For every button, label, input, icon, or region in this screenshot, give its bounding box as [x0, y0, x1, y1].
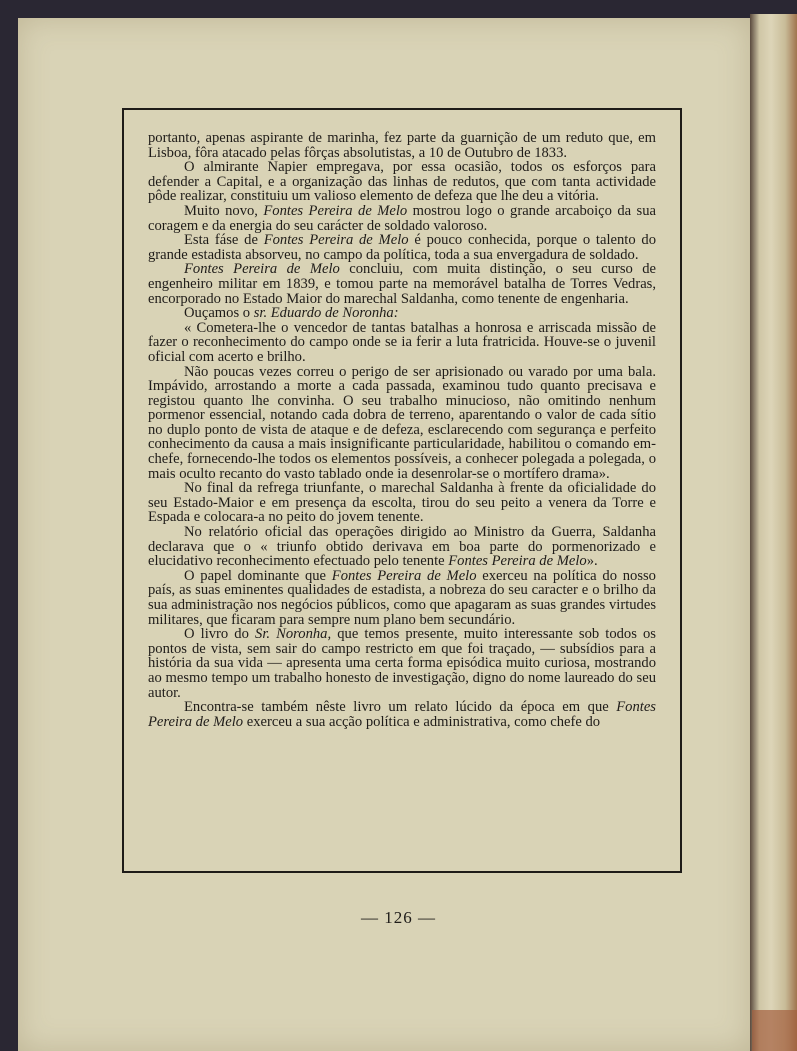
- paragraph: [148, 321, 656, 365]
- paragraph: [148, 131, 656, 160]
- text-run: mostrou logo o grande arcaboiço da sua coragem e da energia do seu carácter de soldado valoroso.: [148, 202, 656, 234]
- italic-text: sr. Eduardo de Noronha:: [253, 305, 399, 322]
- text-run: O papel dominante que: [184, 567, 332, 584]
- text-run: portanto, apenas aspirante de marinha, fez parte da guarnição de um reduto que, em Lisboa, fôra atacado pelas fôrças absolutistas, a 10 de Outubro de 1833.: [148, 130, 656, 161]
- paragraph: [148, 262, 656, 306]
- text-run: O almirante Napier empregava, por essa ocasião, todos os esforços para defender a Capital, e a organização das linhas de redutos, que com tanta actividade pôde realizar, constituiu um valioso elemento de defeza que lhe deu a vitória.: [148, 159, 656, 205]
- text-run: Esta fáse de: [184, 232, 264, 249]
- text-run: No final da refrega triunfante, o marechal Saldanha à frente da oficialidade do seu Estado-Maior e em presença da escolta, tirou do seu peito a venera da Torre e Espada e colocara-a no peito do jovem tenente.: [148, 480, 656, 526]
- paragraph: [148, 569, 656, 627]
- italic-text: Fontes Pereira de Melo: [331, 567, 477, 584]
- text-run: é pouco conhecida, porque o talento do grande estadista absorveu, no campo da política, toda a sua envergadura de soldado.: [148, 232, 657, 263]
- paragraph: [148, 525, 656, 569]
- book-spine: [750, 14, 797, 1051]
- text-run: que temos presente, muito interessante sob todos os pontos de vista, sem sair do campo restricto em que foi traçado, — subsídios para a história da sua vida — apresenta uma certa forma episódica muito curiosa, mostrando ao mesmo tempo um trabalho honesto de investigação, digno do nome laureado do seu autor.: [148, 626, 656, 701]
- italic-text: Fontes Pereira de Melo: [184, 261, 340, 278]
- body-text: [148, 131, 656, 729]
- italic-text: Fontes Pereira de Melo: [448, 553, 587, 570]
- paragraph: [148, 160, 656, 204]
- text-run: Não poucas vezes correu o perigo de ser aprisionado ou varado por uma bala. Impávido, arrostando a morte a cada passada, examinou tudo quanto precisava e registou quanto lhe convinha. O seu trabalho minucioso, não omitindo nenhum pormenor essencial, notando cada dobra de terreno, aparentando o valor de cada sítio no duplo ponto de vista de ataque e de defeza, esclarecendo com segurança e perfeito conhecimento da causa a mais insignificante particularidade, habilitou o comando em-chefe, fornecendo-lhe todos os elementos possíveis, a conhecer polegada a polegada, o mais oculto recanto do vasto tablado onde ia desenrolar-se o mortífero drama».: [148, 363, 656, 482]
- text-run: O livro do: [184, 626, 256, 643]
- spine-edge: [752, 1010, 797, 1051]
- paragraph: [148, 365, 656, 482]
- text-run: exerceu a sua acção política e administrativa, como chefe do: [243, 713, 601, 730]
- italic-text: Sr. Noronha,: [255, 626, 332, 643]
- paragraph: [148, 204, 656, 233]
- text-run: exerceu na política do nosso país, as suas eminentes qualidades de estadista, a nobreza do seu caracter e o brilho da sua administração nos negócios públicos, como que apagaram as suas grandes virtudes militares, que ficaram para sempre num plano bem secundário.: [148, 567, 656, 628]
- paragraph: [148, 700, 656, 729]
- text-run: Muito novo,: [184, 202, 264, 219]
- text-run: Ouçamos o: [184, 305, 254, 322]
- text-run: Encontra-se também nêste livro um relato lúcido da época em que: [184, 699, 617, 716]
- italic-text: Fontes Pereira de Melo: [263, 202, 408, 219]
- italic-text: Fontes Pereira de Melo: [263, 232, 409, 249]
- paragraph: [148, 481, 656, 525]
- text-run: « Cometera-lhe o vencedor de tantas batalhas a honrosa e arriscada missão de fazer o reconhecimento do campo onde se ia ferir a luta fratricida. Houve-se o juvenil oficial com acerto e brilho.: [148, 319, 656, 365]
- text-run: ».: [586, 553, 598, 570]
- text-run: No relatório oficial das operações dirigido ao Ministro da Guerra, Saldanha declarava que o « triunfo obtido derivava em boa parte do pormenorizado e elucidativo reconhecimento efectuado pelo tenente: [148, 524, 656, 570]
- italic-text: Fontes Pereira de Melo: [148, 699, 656, 730]
- paragraph: [148, 233, 656, 262]
- paragraph: [148, 306, 656, 321]
- page-number: — 126 —: [361, 908, 436, 927]
- text-run: concluiu, com muita distinção, o seu curso de engenheiro militar em 1839, e tomou parte na memorável batalha de Torres Vedras, encorporado no Estado Maior do marechal Saldanha, como tenente de engenharia.: [148, 261, 656, 307]
- paragraph: [148, 627, 656, 700]
